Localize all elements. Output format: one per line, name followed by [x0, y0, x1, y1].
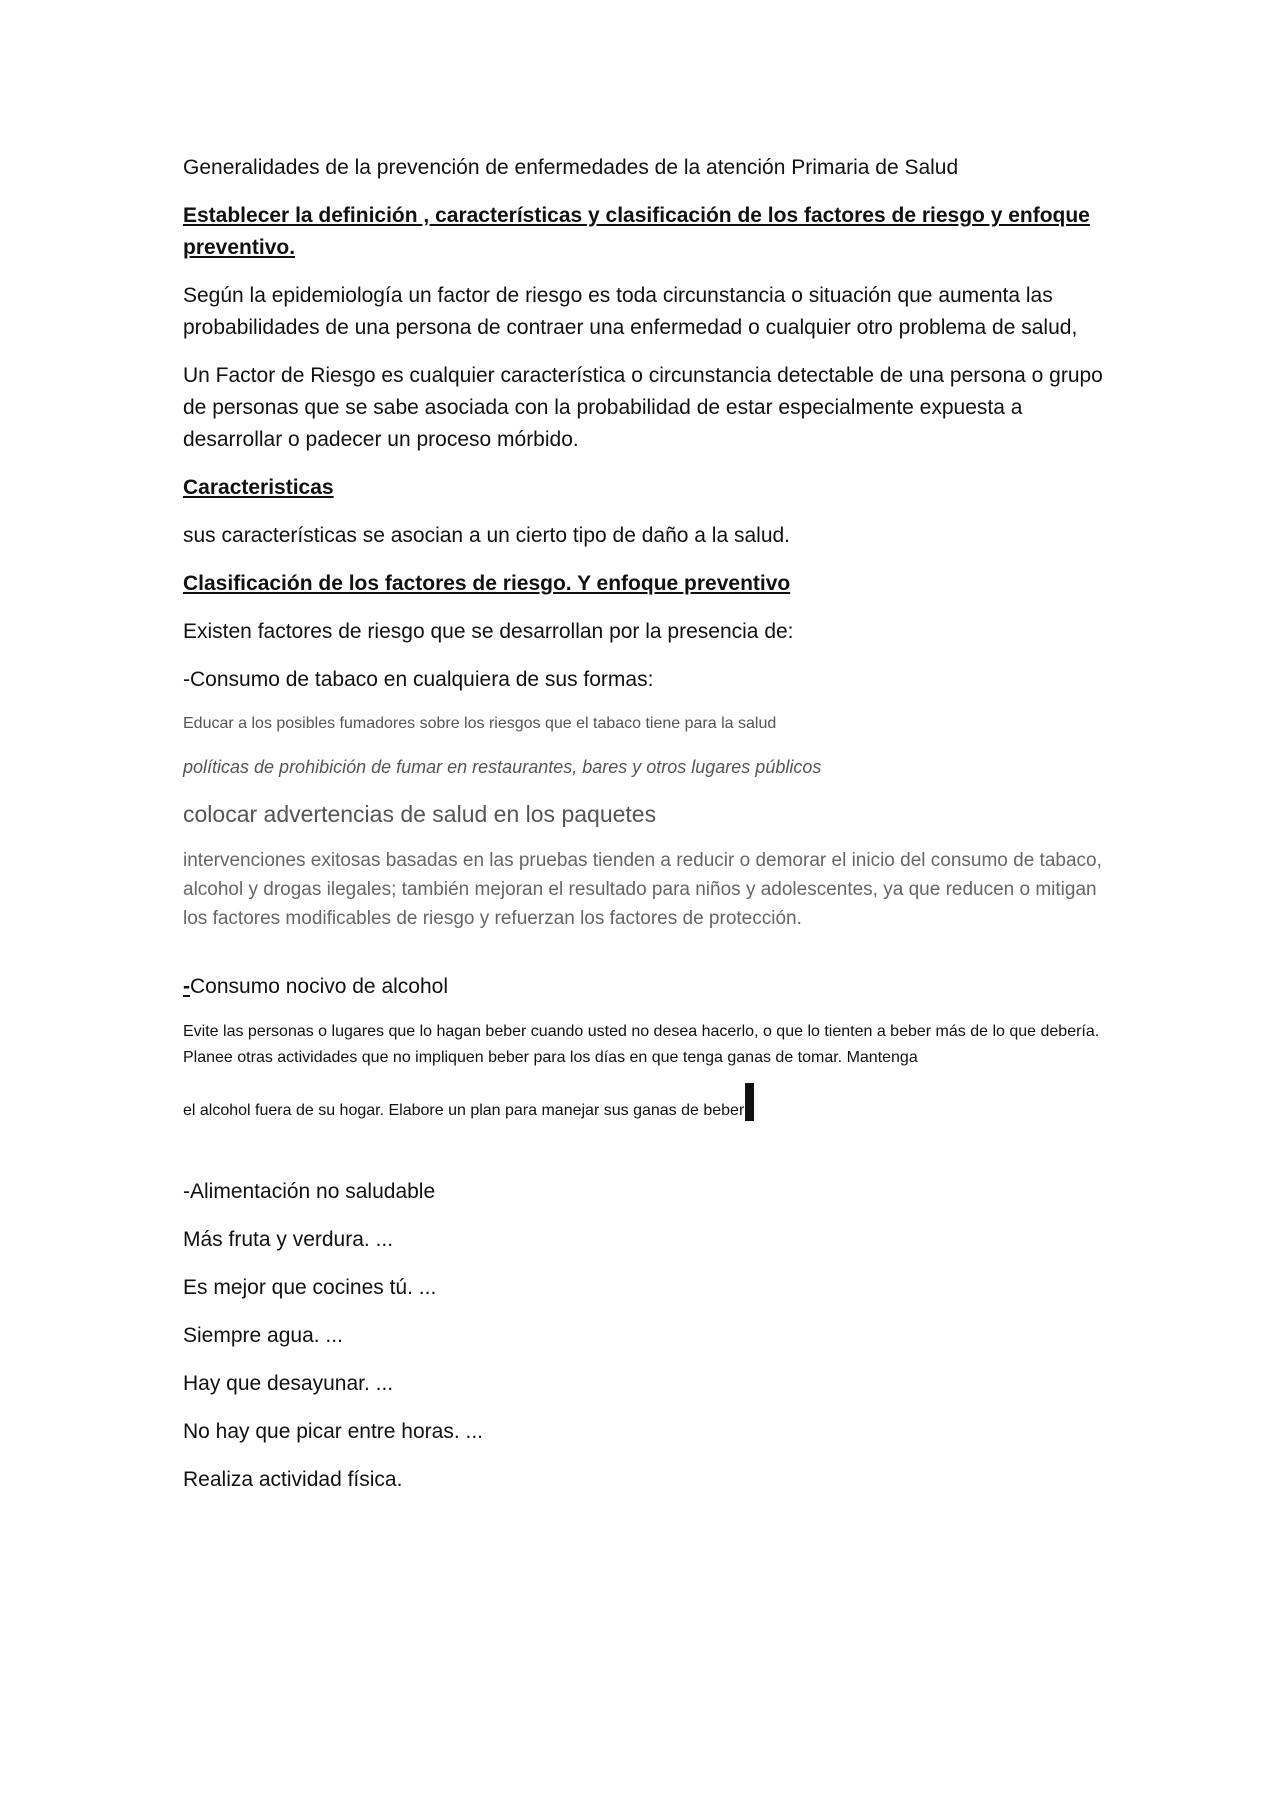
section-heading-classification: Clasificación de los factores de riesgo. Y enfoque preventivo — [183, 572, 791, 595]
document-content — [183, 152, 1113, 1512]
alcohol-heading-dash: - — [183, 975, 190, 998]
diet-item: Es mejor que cocines tú. ... — [183, 1276, 437, 1299]
tobacco-item-educate: Educar a los posibles fumadores sobre los riesgos que el tabaco tiene para la salud — [183, 715, 777, 732]
diet-heading: -Alimentación no saludable — [183, 1180, 436, 1203]
alcohol-text-last: el alcohol fuera de su hogar. Elabore un plan para manejar sus ganas de beber — [183, 1102, 745, 1119]
classification-intro: Existen factores de riesgo que se desarrollan por la presencia de: — [183, 620, 794, 643]
diet-item: Más fruta y verdura. ... — [183, 1228, 394, 1251]
diet-item: Realiza actividad física. — [183, 1468, 403, 1491]
tobacco-item-interventions: intervenciones exitosas basadas en las pruebas tienden a reducir o demorar el inicio del consumo de tabaco, alcohol y drogas ilegales; también mejoran el resultado para niños y adolescentes, ya que reducen o mitigan los factores modificables de riesgo y refuerzan los factores de protección. — [183, 850, 1102, 929]
text-cursor-marker — [745, 1083, 754, 1121]
alcohol-heading-line — [183, 971, 1113, 1003]
section-heading-definition: Establecer la definición , características y clasificación de los factores de riesgo y enfoque preventivo. — [183, 204, 1090, 259]
tobacco-heading: -Consumo de tabaco en cualquiera de sus formas: — [183, 668, 654, 691]
alcohol-text-main: Evite las personas o lugares que lo hagan beber cuando usted no desea hacerlo, o que lo tienten a beber más de lo que debería. Planee otras actividades que no impliquen beber para los días en que tenga ganas de tomar. Mantenga — [183, 1023, 1100, 1066]
section-heading-characteristics: Caracteristicas — [183, 476, 334, 499]
definition-paragraph-2: Un Factor de Riesgo es cualquier característica o circunstancia detectable de una persona o grupo de personas que se sabe asociada con la probabilidad de estar especialmente expuesta a desarrollar o padecer un proceso mórbido. — [183, 364, 1103, 451]
diet-item: Hay que desayunar. ... — [183, 1372, 394, 1395]
alcohol-heading: Consumo nocivo de alcohol — [190, 975, 448, 998]
characteristics-paragraph: sus características se asocian a un cierto tipo de daño a la salud. — [183, 524, 791, 547]
tobacco-item-policies: políticas de prohibición de fumar en restaurantes, bares y otros lugares públicos — [183, 757, 822, 777]
alcohol-paragraph — [183, 1019, 1113, 1124]
diet-item: No hay que picar entre horas. ... — [183, 1420, 483, 1443]
document-title: Generalidades de la prevención de enfermedades de la atención Primaria de Salud — [183, 156, 959, 179]
tobacco-item-warnings: colocar advertencias de salud en los paquetes — [183, 801, 657, 827]
diet-item: Siempre agua. ... — [183, 1324, 343, 1347]
definition-paragraph-1: Según la epidemiología un factor de riesgo es toda circunstancia o situación que aumenta las probabilidades de una persona de contraer una enfermedad o cualquier otro problema de salud, — [183, 284, 1078, 339]
alcohol-text-last-line — [183, 1083, 754, 1124]
